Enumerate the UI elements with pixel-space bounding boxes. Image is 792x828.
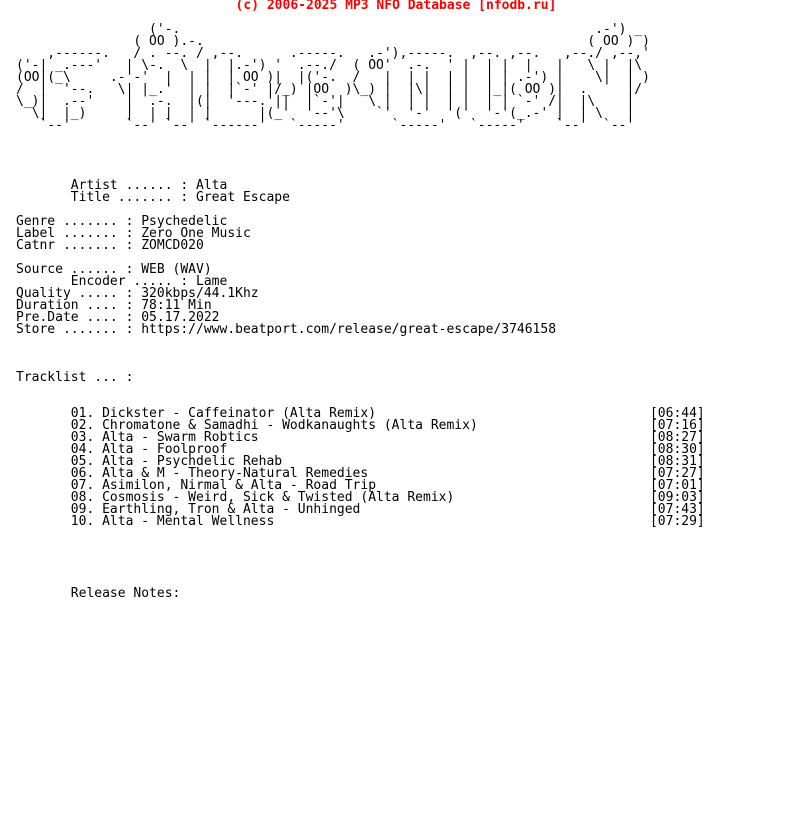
nfo-line: 10. Alta - Mental Wellness [07:29] xyxy=(16,514,705,529)
nfo-line xyxy=(16,384,705,396)
nfo-line: 03. Alta - Swarm Robtics [08:27] xyxy=(16,430,705,445)
nfo-lines xyxy=(16,132,705,600)
nfo-line: 08. Cosmosis - Weird, Sick & Twisted (Alta Remix) [09:03] xyxy=(16,490,705,505)
nfo-line: Artist ...... : Alta xyxy=(16,178,228,193)
nfo-line: Duration .... : 78:11 Min xyxy=(16,298,212,313)
nfo-line xyxy=(16,540,705,552)
nfo-text xyxy=(16,24,705,600)
nfo-line: 07. Asimilon, Nirmal & Alta - Road Trip [07:01] xyxy=(16,478,705,493)
nfo-line: Encoder ..... : Lame xyxy=(16,274,228,289)
nfo-line xyxy=(16,156,705,168)
nfo-line: Label ....... : Zero One Music xyxy=(16,226,251,241)
nfo-line xyxy=(16,552,705,564)
nfo-line: Genre ....... : Psychedelic xyxy=(16,214,228,229)
nfo-line: Catnr ....... : ZOMCD020 xyxy=(16,238,204,253)
nfo-line: Source ...... : WEB (WAV) xyxy=(16,262,212,277)
nfo-line xyxy=(16,336,705,348)
nfo-line: 01. Dickster - Caffeinator (Alta Remix) [06:44] xyxy=(16,406,705,421)
nfo-line: 02. Chromatone & Samadhi - Wodkanaughts (Alta Remix) [07:16] xyxy=(16,418,705,433)
nfo-line: Tracklist ... : xyxy=(16,370,134,385)
nfo-line xyxy=(16,144,705,156)
nfo-line: 05. Alta - Psychdelic Rehab [08:31] xyxy=(16,454,705,469)
nfo-line: 06. Alta & M - Theory-Natural Remedies [07:27] xyxy=(16,466,705,481)
nfo-line: Store ....... : https://www.beatport.com/release/great-escape/3746158 xyxy=(16,322,557,337)
nfo-line: Pre.Date .... : 05.17.2022 xyxy=(16,310,220,325)
nfo-line xyxy=(16,348,705,360)
nfo-line: 09. Earthling, Tron & Alta - Unhinged [07:43] xyxy=(16,502,705,517)
nfo-line xyxy=(16,528,705,540)
nfo-line: Quality ..... : 320kbps/44.1Khz xyxy=(16,286,259,301)
ascii-logo: ('-. .-') _ ( OO ).-. ( OO ) ) ,------. / . --. / ,--. .-----. .-'),-----. ,--. ,--. ,--./ ,--,' ('-| _.---' | \-. \ | |.-') ' .--./ ( OO' .-. ' | | | | | \ | |\ (OO|(_\ .-'-' | | | | OO )| |('-. / | | | | | | | .-') | \| | ) / | '--. \| |_.' | | |`-' |/_) |OO )\_) | |\| | | |_|( OO )| . |/ \_)| .--' | .-. |(| '---.'|| |`-'| \ | | | | | | | `-' /| |\ | \| |_) | | | | | |(_' '--'\ `' '-' '(' '-'(_.-' | | \ | `--' `--' `--' `------' `-----' `-----' `-----' `--' `--' xyxy=(16,22,650,133)
nfo-line: Release Notes: xyxy=(16,586,181,601)
nfo-line xyxy=(16,132,705,144)
nfo-line: Title ....... : Great Escape xyxy=(16,190,290,205)
site-header: (c) 2006-2025 MP3 NFO Database [nfodb.ru] xyxy=(235,0,557,13)
nfo-line: 04. Alta - Foolproof [08:30] xyxy=(16,442,705,457)
nfo-line xyxy=(16,564,705,576)
